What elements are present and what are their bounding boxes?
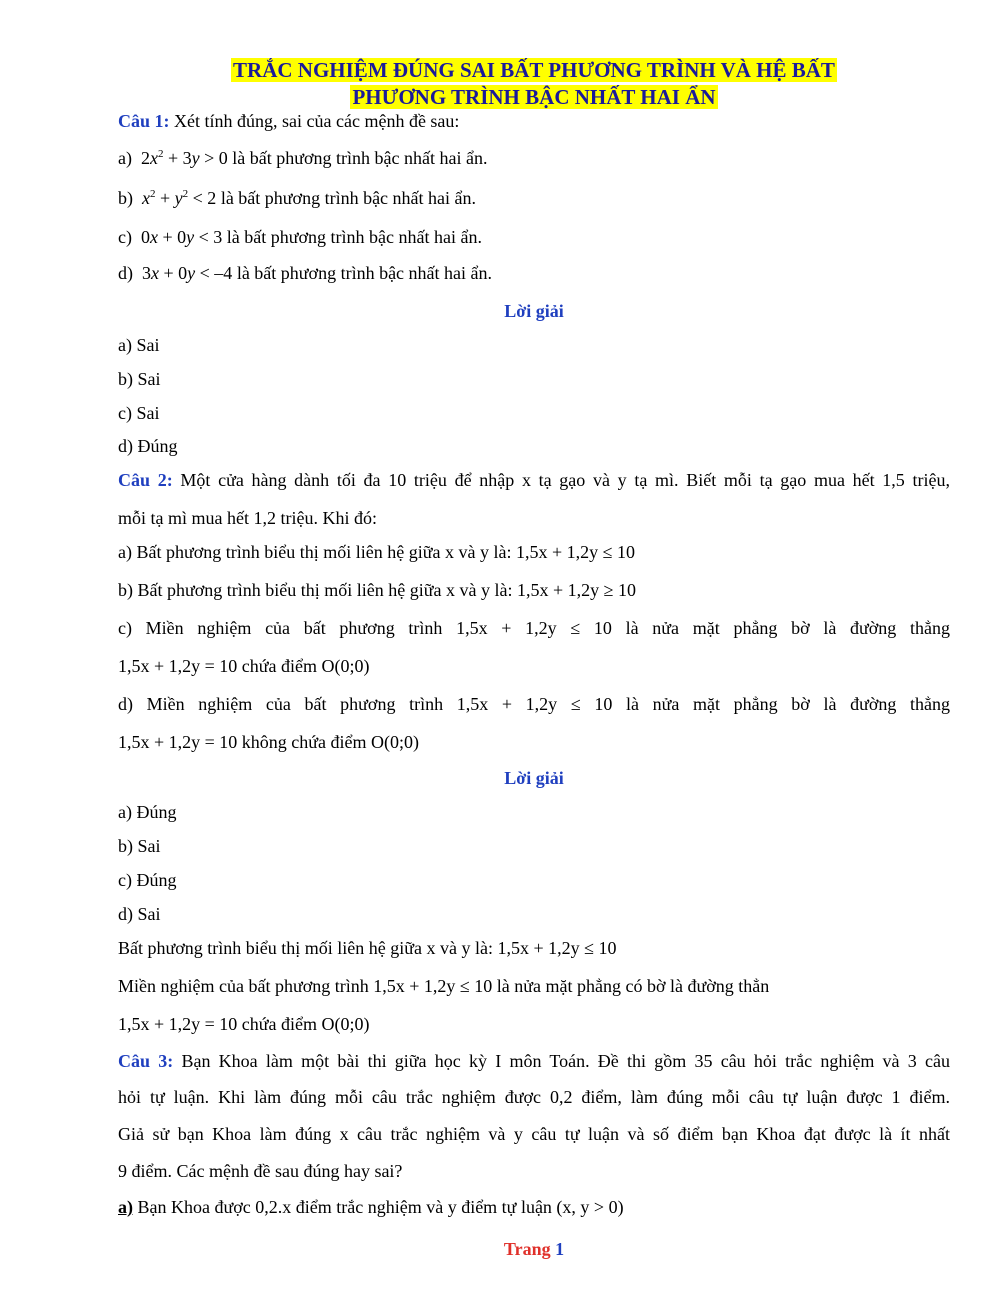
q3-statement-a: [118, 1196, 950, 1218]
q3-text-line-1: Bạn Khoa làm một bài thi giữa học kỳ I môn Toán. Đề thi gồm 35 câu hỏi trắc nghiệm và 3 câu: [173, 1051, 950, 1071]
q1-statement-b: [118, 187, 950, 209]
q1-text: Xét tính đúng, sai của các mệnh đề sau:: [169, 111, 460, 131]
title-line-1: TRẮC NGHIỆM ĐÚNG SAI BẤT PHƯƠNG TRÌNH VÀ HỆ BẤT: [233, 58, 835, 82]
footer-page-word: Trang: [503, 1239, 551, 1259]
page-footer: [118, 1239, 950, 1260]
q1-answer-d: d) Đúng: [118, 436, 178, 456]
q1-prompt: [118, 110, 950, 132]
q1-solution-heading: Lời giải: [504, 301, 564, 321]
q2-explanation-2: Miền nghiệm của bất phương trình 1,5x + 1,2y ≤ 10 là nửa mặt phẳng có bờ là đường thẳn: [118, 976, 770, 996]
q2-prompt-line-2: mỗi tạ mì mua hết 1,2 triệu. Khi đó:: [118, 508, 377, 528]
q2-statement-b: b) Bất phương trình biểu thị mối liên hệ giữa x và y là: 1,5x + 1,2y ≥ 10: [118, 580, 636, 600]
q3-prompt-line-2: hỏi tự luận. Khi làm đúng mỗi câu trắc nghiệm được 0,2 điểm, làm đúng mỗi câu tự luận được 1 điểm.: [118, 1087, 950, 1107]
q1-a-suffix: là bất phương trình bậc nhất hai ẩn.: [232, 148, 488, 168]
q2-statement-c-line-1: c) Miền nghiệm của bất phương trình 1,5x + 1,2y ≤ 10 là nửa mặt phẳng bờ là đường thẳng: [118, 618, 950, 638]
q1-a-prefix: a): [118, 148, 132, 168]
q2-label: Câu 2:: [118, 470, 173, 490]
q1-answer-c: c) Sai: [118, 403, 160, 423]
q1-statement-a: [118, 147, 950, 169]
q2-explanation-3: 1,5x + 1,2y = 10 chứa điểm O(0;0): [118, 1014, 370, 1034]
q3-label: Câu 3:: [118, 1051, 174, 1071]
q1-b-prefix: b): [118, 188, 133, 208]
q1-answer-b: b) Sai: [118, 369, 161, 389]
q3-prompt-line-4: 9 điểm. Các mệnh đề sau đúng hay sai?: [118, 1161, 403, 1181]
footer-page-number: 1: [555, 1239, 565, 1259]
q1-a-math: $2x^2 + 3y > 0$: [140, 148, 228, 168]
title-line-2: PHƯƠNG TRÌNH BẬC NHẤT HAI ẨN: [352, 85, 716, 109]
q1-d-prefix: d): [118, 263, 133, 283]
q1-statement-c: [118, 226, 950, 248]
q1-b-math: $x^2 + y^2 < 2$: [142, 188, 217, 208]
q1-c-prefix: c): [118, 227, 132, 247]
q1-label: Câu 1:: [118, 111, 170, 131]
q2-statement-d-line-1: d) Miền nghiệm của bất phương trình 1,5x + 1,2y ≤ 10 là nửa mặt phẳng bờ là đường thẳng: [118, 694, 950, 714]
q2-statement-c-line-2: 1,5x + 1,2y = 10 chứa điểm O(0;0): [118, 656, 370, 676]
q3-a-text: Bạn Khoa được 0,2.x điểm trắc nghiệm và y điểm tự luận (x, y > 0): [133, 1197, 624, 1217]
q2-prompt-line-1: [118, 469, 950, 491]
q2-statement-d-line-2: 1,5x + 1,2y = 10 không chứa điểm O(0;0): [118, 732, 420, 752]
q1-d-suffix: là bất phương trình bậc nhất hai ẩn.: [236, 263, 493, 283]
q3-a-prefix: a): [118, 1197, 133, 1217]
q1-answer-a: a) Sai: [118, 335, 160, 355]
q3-prompt-line-3: Giả sử bạn Khoa làm đúng x câu trắc nghiệm và y câu tự luận và số điểm bạn Khoa đạt được là ít nhất: [118, 1124, 950, 1144]
q2-answer-c: c) Đúng: [118, 870, 177, 890]
q1-b-suffix: là bất phương trình bậc nhất hai ẩn.: [220, 188, 477, 208]
q2-statement-a: a) Bất phương trình biểu thị mối liên hệ giữa x và y là: 1,5x + 1,2y ≤ 10: [118, 542, 635, 562]
q2-answer-d: d) Sai: [118, 904, 161, 924]
page-title: [118, 57, 950, 111]
q2-solution-heading: Lời giải: [504, 768, 564, 788]
q2-answer-b: b) Sai: [118, 836, 161, 856]
q1-c-math: 0x + 0y < 3: [140, 227, 223, 247]
q2-explanation-1: Bất phương trình biểu thị mối liên hệ giữa x và y là: 1,5x + 1,2y ≤ 10: [118, 938, 617, 958]
q2-text-line-1: Một cửa hàng dành tối đa 10 triệu để nhập x tạ gạo và y tạ mì. Biết mỗi tạ gạo mua hết 1,5 triệu,: [172, 470, 950, 490]
q1-statement-d: [118, 262, 950, 284]
q1-c-suffix: là bất phương trình bậc nhất hai ẩn.: [226, 227, 482, 247]
q1-d-math: 3x + 0y < –4: [142, 263, 233, 283]
q3-prompt-line-1: [118, 1050, 950, 1072]
q2-answer-a: a) Đúng: [118, 802, 177, 822]
